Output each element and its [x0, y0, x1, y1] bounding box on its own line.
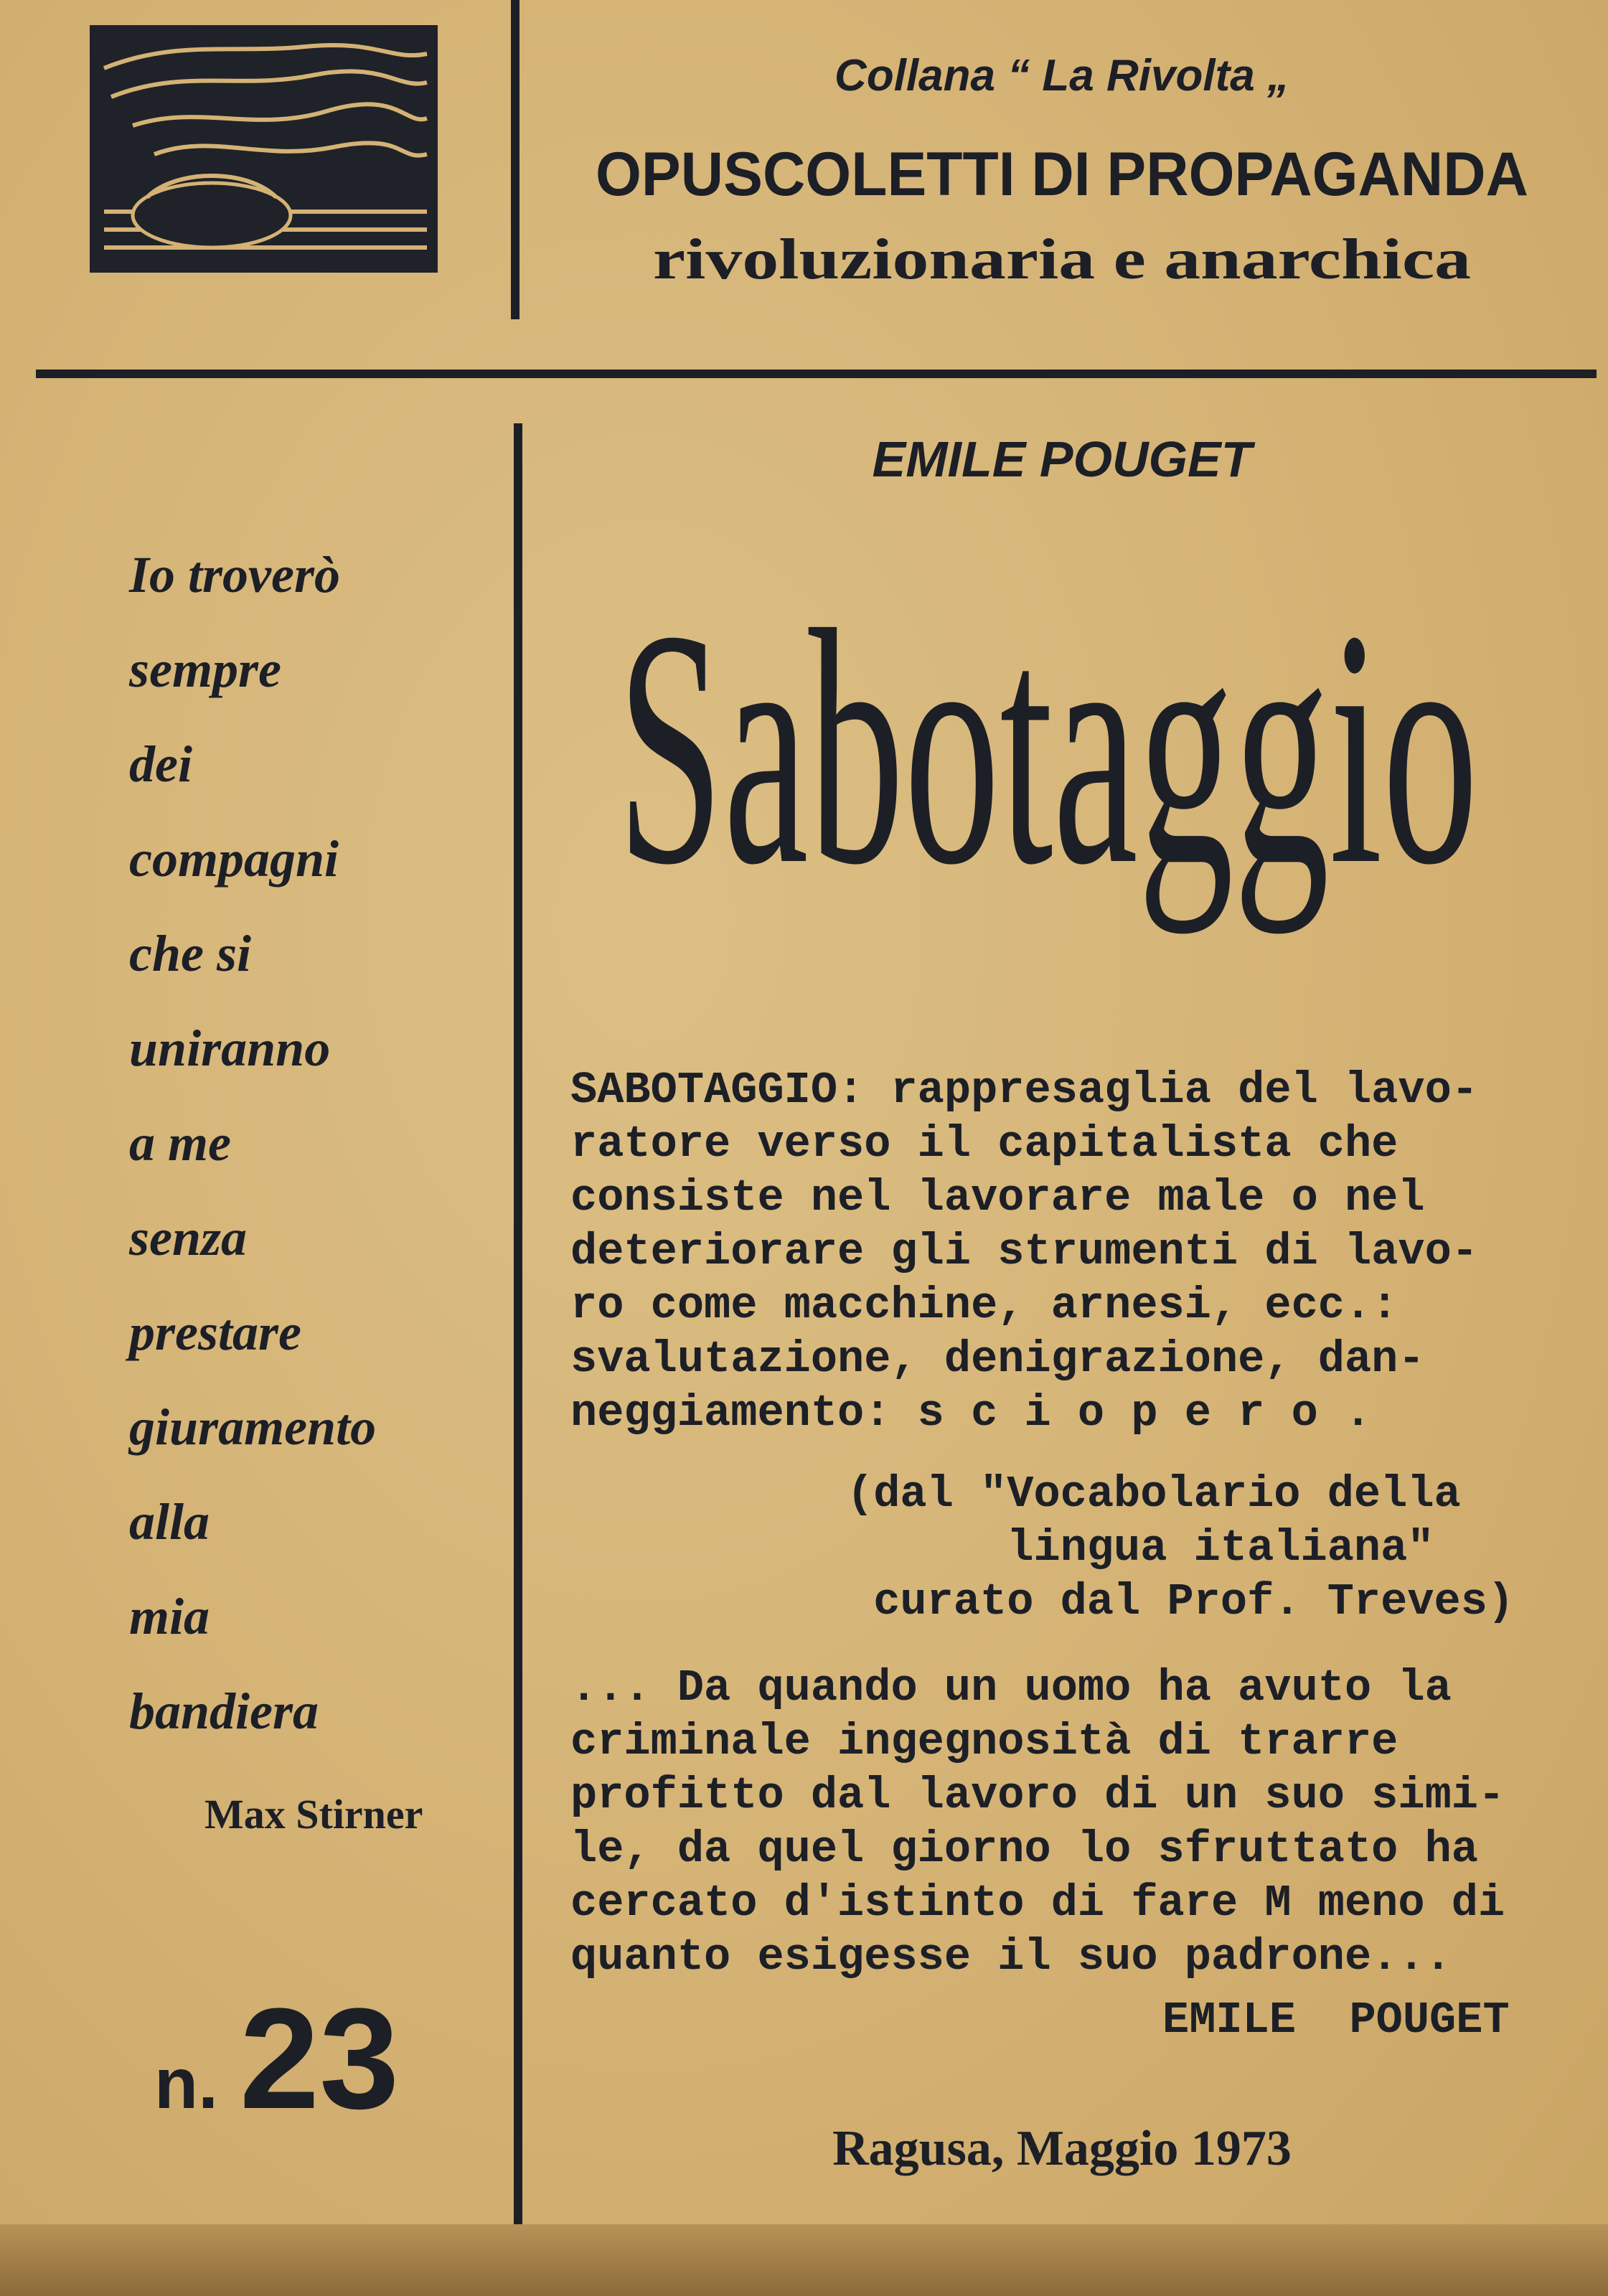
series-line-1-wrap	[531, 136, 1593, 208]
epigraph-line: giuramento	[129, 1398, 377, 1456]
text-line: cercato d'istinto di fare M meno di	[570, 1878, 1505, 1929]
text-line: neggiamento: s c i o p e r o .	[570, 1388, 1372, 1439]
text-line: consiste nel lavorare male o nel	[570, 1172, 1425, 1223]
text-line: lingua italiana"	[847, 1523, 1434, 1573]
epigraph-author: Max Stirner	[204, 1791, 423, 1838]
text-line: ro come macchine, arnesi, ecc.:	[570, 1280, 1398, 1331]
epigraph-line: bandiera	[129, 1683, 319, 1740]
epigraph-line: Io troverò	[129, 546, 340, 603]
horizontal-divider	[36, 370, 1597, 378]
epigraph-line: dei	[129, 735, 192, 793]
issue-number-value: 23	[239, 1979, 400, 2139]
author-name: EMILE POUGET	[872, 431, 1252, 487]
text-line: criminale ingegnosità di trarre	[570, 1716, 1398, 1767]
text-line: SABOTAGGIO: rappresaglia del lavo-	[570, 1065, 1479, 1116]
epigraph-line: alla	[129, 1493, 210, 1551]
text-line: svalutazione, denigrazione, dan-	[570, 1334, 1425, 1385]
epigraph-line: prestare	[129, 1304, 301, 1361]
lower-vertical-divider	[514, 423, 522, 2224]
quote-author-wrap	[1162, 1993, 1510, 2047]
text-line: (dal "Vocabolario della	[847, 1469, 1461, 1520]
text-line: quanto esigesse il suo padrone...	[570, 1932, 1452, 1982]
book-title: Sabotaggio	[617, 588, 1478, 934]
text-line: ... Da quando un uomo ha avuto la	[570, 1662, 1452, 1713]
definition-text	[570, 1063, 1478, 1440]
series-name: Collana “ La Rivolta „	[834, 51, 1289, 100]
epigraph-line: a me	[129, 1114, 231, 1172]
epigraph-line: senza	[129, 1209, 248, 1266]
series-line-2: rivoluzionaria e anarchica	[653, 228, 1471, 291]
epigraph-line: sempre	[129, 641, 281, 698]
book-title-wrap	[531, 588, 1593, 961]
text-line: le, da quel giorno lo sfruttato ha	[570, 1824, 1479, 1875]
quote-author: EMILE POUGET	[1162, 1995, 1510, 2046]
text-line: ratore verso il capitalista che	[570, 1119, 1398, 1170]
epigraph-line: compagni	[129, 830, 339, 888]
flame-torch-woodcut-icon	[90, 25, 438, 273]
series-line-2-wrap	[531, 222, 1593, 294]
wooden-surface	[0, 2224, 1608, 2296]
top-vertical-divider	[511, 0, 519, 319]
epigraph-line: uniranno	[129, 1020, 331, 1077]
text-line: curato dal Prof. Treves)	[847, 1576, 1515, 1627]
epigraph-line: mia	[129, 1588, 210, 1645]
imprint: Ragusa, Maggio 1973	[832, 2121, 1292, 2176]
epigraph	[129, 527, 376, 1759]
quote-text	[570, 1661, 1505, 1984]
definition-source	[847, 1467, 1514, 1629]
text-line: profitto dal lavoro di un suo simi-	[570, 1770, 1505, 1821]
epigraph-line: che si	[129, 925, 251, 982]
series-line-1: OPUSCOLETTI DI PROPAGANDA	[596, 140, 1528, 208]
issue-number-prefix: n.	[154, 2043, 218, 2124]
issue-number	[154, 1979, 400, 2139]
text-line: deteriorare gli strumenti di lavo-	[570, 1226, 1479, 1277]
